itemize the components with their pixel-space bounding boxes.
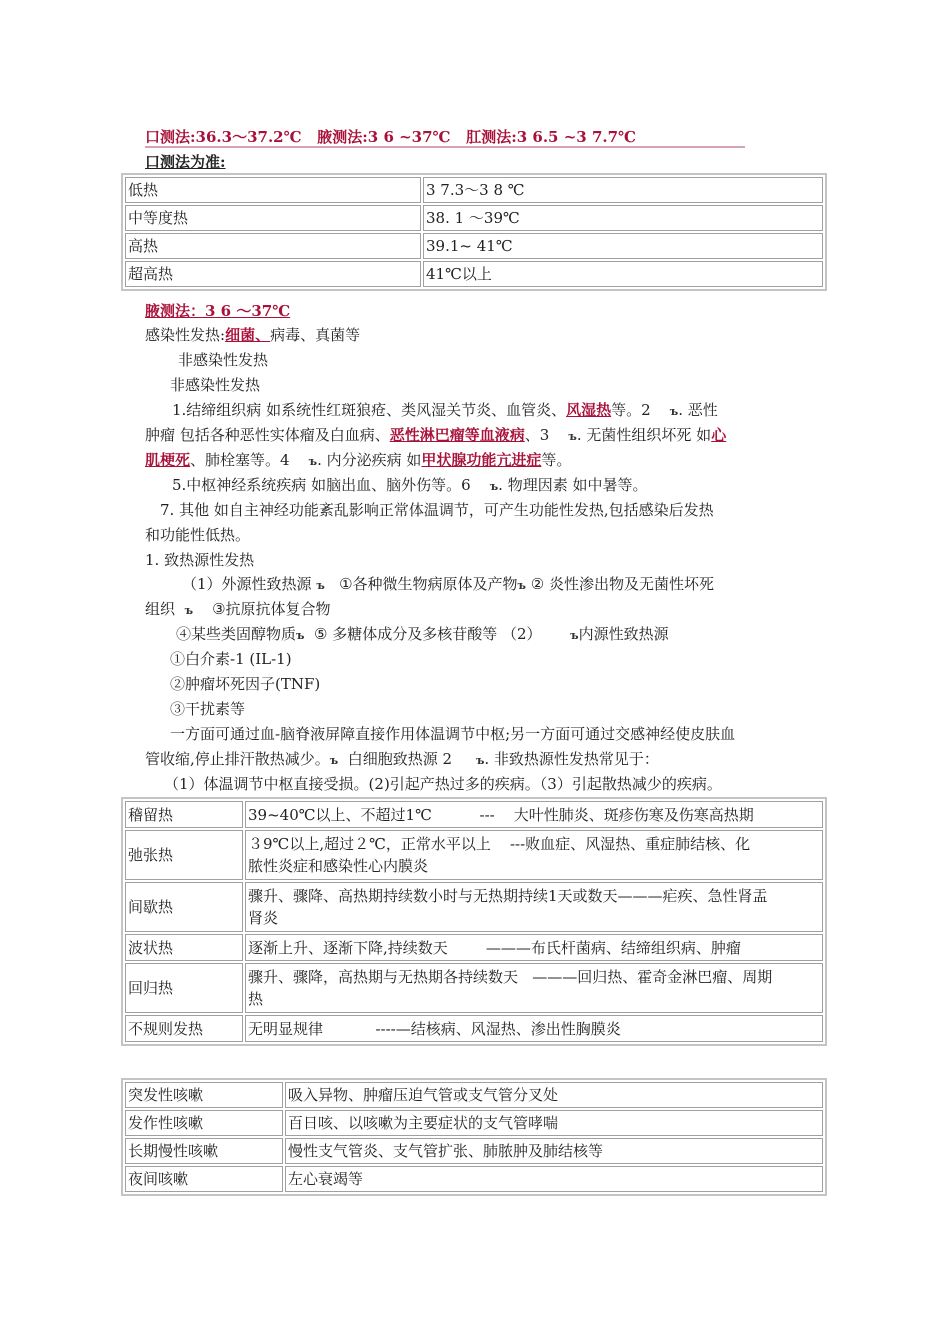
- type-name: 波状热: [125, 934, 243, 961]
- rectal-temp: 肛测法:3 6.5 ~3 7.7℃: [466, 128, 637, 146]
- type-name: 不规则发热: [125, 1015, 243, 1042]
- table-row: [125, 1110, 823, 1136]
- noninfectious-line-2: 非感染性发热: [170, 376, 261, 394]
- noninfectious-line-1: 非感染性发热: [178, 351, 269, 369]
- symbol-icon: ъ: [489, 480, 499, 493]
- paragraph-line: 5.中枢神经系统疾病 如脑出血、脑外伤等。6 ъ. 物理因素 如中暑等。: [172, 476, 648, 494]
- table-row: [125, 830, 823, 880]
- cough-name: 夜间咳嗽: [125, 1166, 283, 1192]
- symbol-icon: ъ: [184, 604, 194, 617]
- grade-name: 低热: [125, 177, 421, 203]
- infarction-link-a[interactable]: 心: [711, 426, 727, 444]
- symbol-icon: ъ: [316, 579, 325, 592]
- type-desc: 39~40℃以上、不超过1℃ --- 大叶性肺炎、斑疹伤寒及伤寒高热期: [245, 801, 823, 828]
- type-desc: 骤升、骤降、高热期持续数小时与无热期持续1天或数天———疟疾、急性肾盂 肾炎: [245, 882, 823, 932]
- paragraph-line: ②肿瘤坏死因子(TNF): [170, 675, 321, 693]
- type-name: 弛张热: [125, 830, 243, 880]
- table-row: [125, 934, 823, 961]
- bacteria-link[interactable]: 细菌、: [225, 326, 271, 344]
- paragraph-line: 1.结缔组织病 如系统性红斑狼疮、类风湿关节炎、血管炎、风湿热等。2 ъ. 恶性: [172, 401, 718, 419]
- type-name: 稽留热: [125, 801, 243, 828]
- paragraph-line: 组织 ъ ③抗原抗体复合物: [145, 600, 331, 618]
- table-row: [125, 963, 823, 1013]
- infectious-fever-line: 感染性发热:细菌、病毒、真菌等: [145, 326, 361, 344]
- type-desc: 骤升、骤降，高热期与无热期各持续数天 ———回归热、霍奇金淋巴瘤、周期 热: [245, 963, 823, 1013]
- symbol-icon: ъ: [308, 455, 318, 468]
- table-row: [125, 1082, 823, 1108]
- table-row: [125, 261, 823, 287]
- paragraph-line: （1）体温调节中枢直接受损。(2)引起产热过多的疾病。（3）引起散热减少的疾病。: [164, 775, 722, 793]
- header-underline: [145, 146, 745, 148]
- grade-name: 高热: [125, 233, 421, 259]
- paragraph-line: 肌梗死、肺栓塞等。4 ъ. 内分泌疾病 如甲状腺功能亢进症等。: [145, 451, 572, 469]
- grade-range: 41℃以上: [423, 261, 823, 287]
- cough-name: 发作性咳嗽: [125, 1110, 283, 1136]
- paragraph-line: 管收缩,停止排汗散热减少。ъ 白细胞致热源 2 ъ. 非致热源性发热常见于：: [145, 750, 659, 768]
- cough-desc: 百日咳、以咳嗽为主要症状的支气管哮喘: [285, 1110, 823, 1136]
- symbol-icon: ъ: [475, 754, 485, 767]
- grade-name: 中等度热: [125, 205, 421, 231]
- type-desc: ３9℃以上,超过２℃，正常水平以上 ---败血症、风湿热、重症肺结核、化 脓性炎症和感染性心内膜炎: [245, 830, 823, 880]
- table-row: [125, 205, 823, 231]
- symbol-icon: ъ: [296, 629, 305, 642]
- paragraph-line: 肿瘤 包括各种恶性实体瘤及白血病、恶性淋巴瘤等血液病、3 ъ. 无菌性组织坏死 如心: [145, 426, 727, 444]
- axillary-temp: 腋测法:3 6 ~37℃: [317, 128, 451, 146]
- paragraph-line: ③干扰素等: [170, 700, 246, 718]
- hyperthyroidism-link[interactable]: 甲状腺功能亢进症: [421, 451, 542, 469]
- cough-type-table: [121, 1078, 827, 1196]
- table-row: [125, 1138, 823, 1164]
- paragraph-line: ④某些类固醇物质ъ ⑤ 多糖体成分及多核苷酸等 （2） ъ内源性致热源: [176, 625, 669, 643]
- type-name: 回归热: [125, 963, 243, 1013]
- axillary-line: 腋测法：3 6 ～37℃: [145, 302, 291, 320]
- table-row: [125, 177, 823, 203]
- fever-grade-table: [121, 173, 827, 291]
- grade-range: 39.1~ 41℃: [423, 233, 823, 259]
- cough-desc: 慢性支气管炎、支气管扩张、肺脓肿及肺结核等: [285, 1138, 823, 1164]
- cough-desc: 左心衰竭等: [285, 1166, 823, 1192]
- fever-type-table: [121, 797, 827, 1046]
- paragraph-line: 一方面可通过血-脑脊液屏障直接作用体温调节中枢;另一方面可通过交感神经使皮肤血: [170, 725, 736, 743]
- paragraph-line: 7. 其他 如自主神经功能紊乱影响正常体温调节，可产生功能性发热,包括感染后发热: [160, 501, 714, 519]
- rheumatic-fever-link[interactable]: 风湿热: [566, 401, 612, 419]
- grade-range: 3 7.3～3 8 ℃: [423, 177, 823, 203]
- table-row: [125, 1015, 823, 1042]
- grade-name: 超高热: [125, 261, 421, 287]
- oral-temp: 口测法:36.3～37.2℃: [145, 128, 302, 146]
- type-desc: 无明显规律 ----—结核病、风湿热、渗出性胸膜炎: [245, 1015, 823, 1042]
- table-row: [125, 801, 823, 828]
- grade-range: 38. 1 ～39℃: [423, 205, 823, 231]
- type-name: 间歇热: [125, 882, 243, 932]
- section-heading: 1. 致热源性发热: [145, 551, 255, 569]
- symbol-icon: ъ: [568, 430, 577, 443]
- type-desc: 逐渐上升、逐渐下降,持续数天 ———布氏杆菌病、结缔组织病、肿瘤: [245, 934, 823, 961]
- infarction-link-b[interactable]: 肌梗死: [145, 451, 191, 469]
- oral-standard: 口测法为准:: [145, 153, 226, 171]
- paragraph-line: 和功能性低热。: [145, 526, 251, 544]
- cough-name: 突发性咳嗽: [125, 1082, 283, 1108]
- symbol-icon: ъ: [669, 405, 679, 418]
- table-row: [125, 233, 823, 259]
- paragraph-line: （1）外源性致热源 ъ ①各种微生物病原体及产物ъ ② 炎性渗出物及无菌性坏死: [182, 575, 714, 593]
- symbol-icon: ъ: [570, 629, 579, 642]
- lymphoma-link[interactable]: 恶性淋巴瘤等血液病: [389, 426, 525, 444]
- cough-name: 长期慢性咳嗽: [125, 1138, 283, 1164]
- table-row: [125, 1166, 823, 1192]
- temp-header: [145, 127, 636, 147]
- cough-desc: 吸入异物、肿瘤压迫气管或支气管分叉处: [285, 1082, 823, 1108]
- paragraph-line: ①白介素-1 (IL-1): [170, 650, 292, 668]
- symbol-icon: ъ: [517, 579, 526, 592]
- symbol-icon: ъ: [329, 754, 339, 767]
- table-row: [125, 882, 823, 932]
